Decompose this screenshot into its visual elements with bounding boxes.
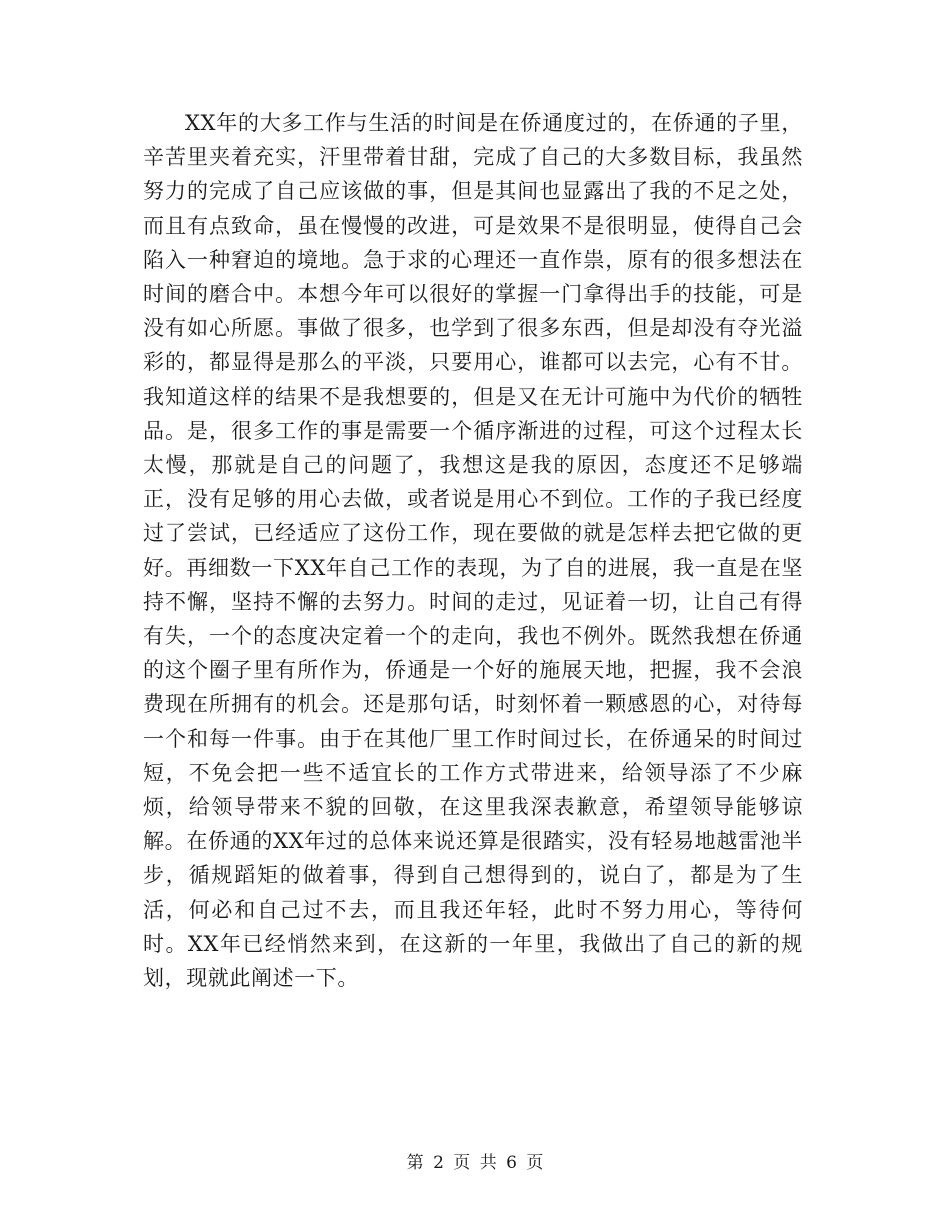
body-paragraph: XX年的大多工作与生活的时间是在侨通度过的，在侨通的子里，辛苦里夹着充实，汗里带着甘甜，完成了自己的大多数目标，我虽然努力的完成了自己应该做的事，但是其间也显露出了我的不足之处，而且有点致命，虽在慢慢的改进，可是效果不是很明显，使得自己会陷入一种窘迫的境地。急于求的心理还一直作祟，原有的很多想法在时间的磨合中。本想今年可以很好的掌握一门拿得出手的技能，可是没有如心所愿。事做了很多，也学到了很多东西，但是却没有夺光溢彩的，都显得是那么的平淡，只要用心，谁都可以去完，心有不甘。我知道这样的结果不是我想要的，但是又在无计可施中为代价的牺牲品。是，很多工作的事是需要一个循序渐进的过程，可这个过程太长太慢，那就是自己的问题了，我想这是我的原因，态度还不足够端正，没有足够的用心去做，或者说是用心不到位。工作的子我已经度过了尝试，已经适应了这份工作，现在要做的就是怎样去把它做的更好。再细数一下XX年自己工作的表现，为了自的进展，我一直是在坚持不懈，坚持不懈的去努力。时间的走过，见证着一切，让自己有得有失，一个的态度决定着一个的走向，我也不例外。既然我想在侨通的这个圈子里有所作为，侨通是一个好的施展天地，把握，我不会浪费现在所拥有的机会。还是那句话，时刻怀着一颗感恩的心，对待每一个和每一件事。由于在其他厂里工作时间过长，在侨通呆的时间过短，不免会把一些不适宜长的工作方式带进来，给领导添了不少麻烦，给领导带来不貌的回敬，在这里我深表歉意，希望领导能够谅解。在侨通的XX年过的总体来说还算是很踏实，没有轻易地越雷池半步，循规蹈矩的做着事，得到自己想得到的，说白了，都是为了生活，何必和自己过不去，而且我还年轻，此时不努力用心，等待何时。XX年已经悄然来到，在这新的一年里，我做出了自己的新的规划，现就此阐述一下。 — [143, 111, 803, 991]
page-footer: 第 2 页 共 6 页 — [406, 1153, 544, 1173]
